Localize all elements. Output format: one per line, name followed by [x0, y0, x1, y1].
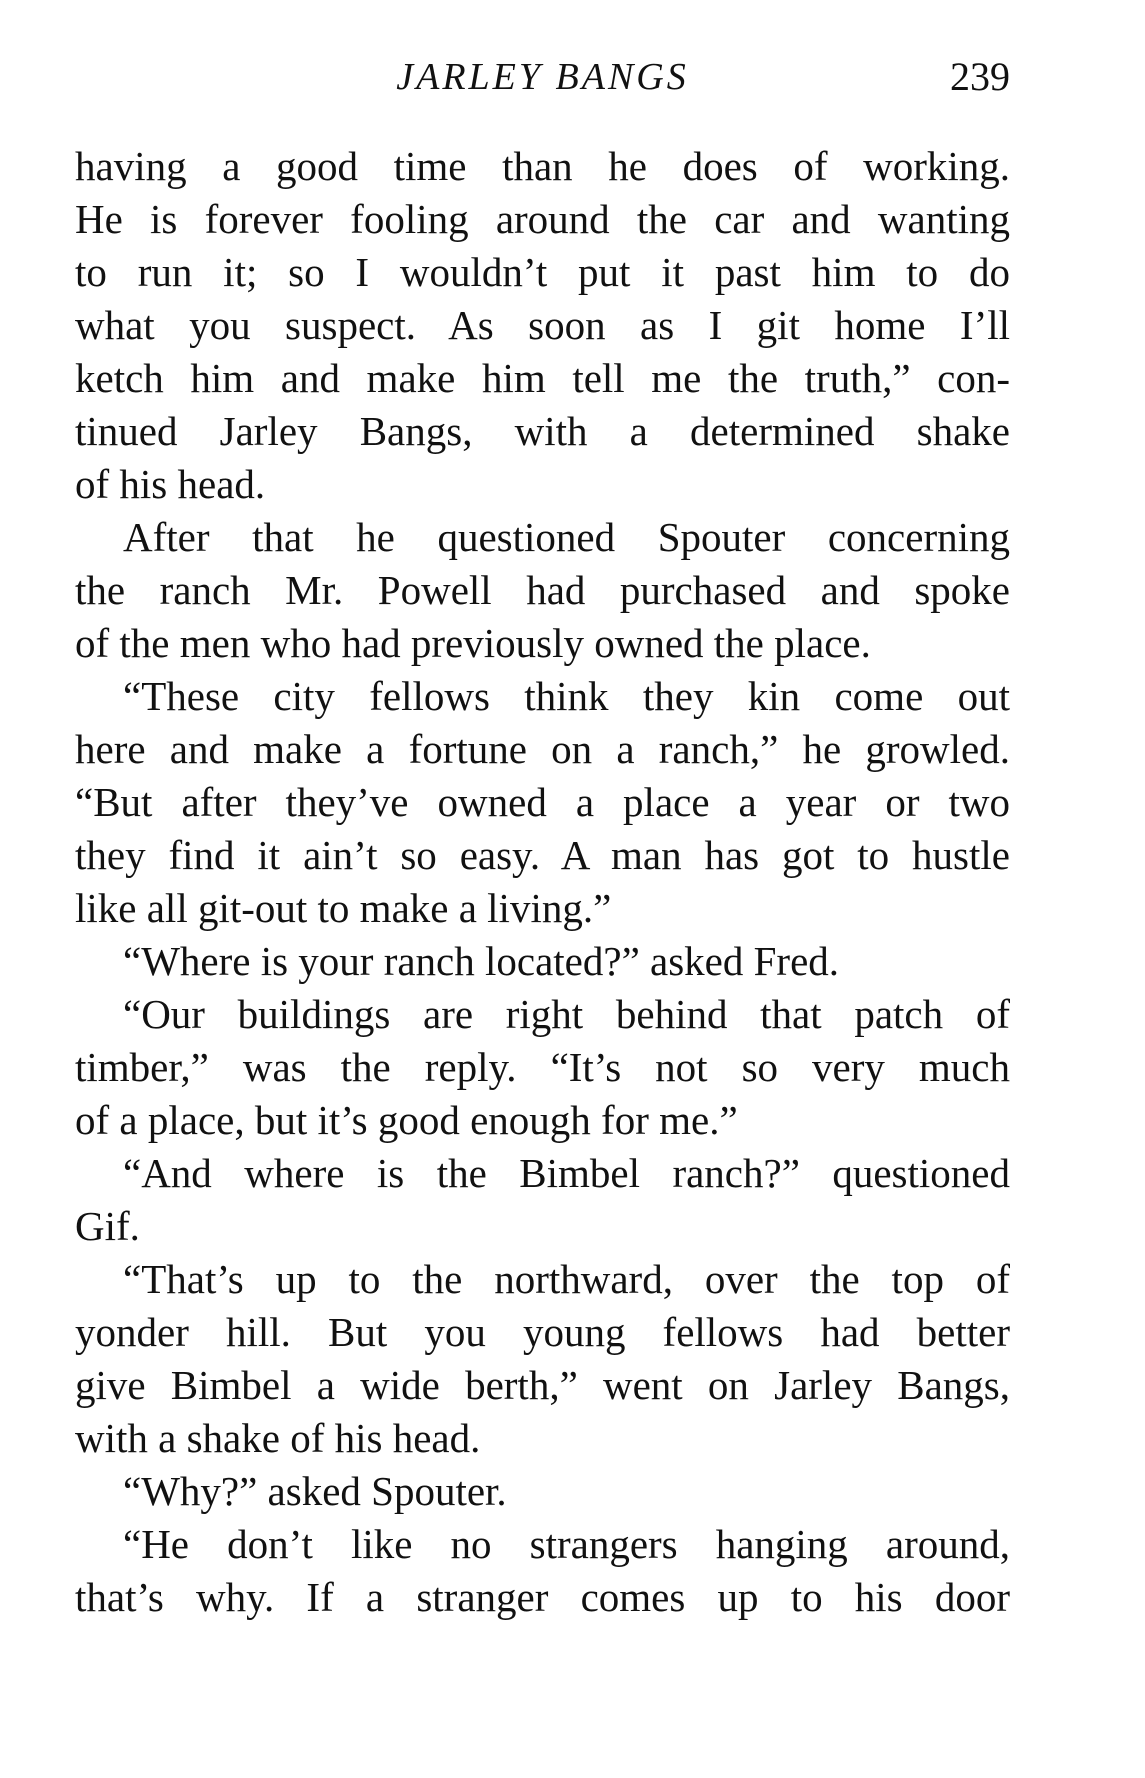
text-line: After that he questioned Spouter concerning: [123, 514, 1010, 560]
text-line: “But after they’ve owned a place a year or two: [75, 779, 1010, 825]
text-line: “These city fellows think they kin come out: [123, 673, 1010, 719]
text-line: “He don’t like no strangers hanging around,: [123, 1521, 1010, 1567]
text-line: of a place, but it’s good enough for me.”: [75, 1097, 738, 1143]
text-line: yonder hill. But you young fellows had better: [75, 1309, 1010, 1355]
text-line: “And where is the Bimbel ranch?” questioned: [123, 1150, 1010, 1196]
text-line: “Why?” asked Spouter.: [123, 1468, 507, 1514]
text-line: ketch him and make him tell me the truth,” con-: [75, 355, 1010, 401]
text-line: with a shake of his head.: [75, 1415, 481, 1461]
text-line: Gif.: [75, 1203, 140, 1249]
text-line: here and make a fortune on a ranch,” he growled.: [75, 726, 1010, 772]
text-line: having a good time than he does of working.: [75, 143, 1010, 189]
text-line: “Our buildings are right behind that patch of: [123, 991, 1010, 1037]
text-line: of his head.: [75, 461, 266, 507]
text-line: “Where is your ranch located?” asked Fred.: [123, 938, 840, 984]
text-line: “That’s up to the northward, over the top of: [123, 1256, 1010, 1302]
text-line: of the men who had previously owned the place.: [75, 620, 871, 666]
text-line: they find it ain’t so easy. A man has got to hustle: [75, 832, 1010, 878]
text-line: that’s why. If a stranger comes up to his door: [75, 1574, 1010, 1620]
body-text: [75, 140, 1010, 1624]
running-head: [75, 52, 1010, 102]
text-line: like all git-out to make a living.”: [75, 885, 612, 931]
page-number: 239: [950, 54, 1010, 99]
text-line: the ranch Mr. Powell had purchased and spoke: [75, 567, 1010, 613]
text-line: to run it; so I wouldn’t put it past him to do: [75, 249, 1010, 295]
running-title: JARLEY BANGS: [396, 56, 689, 98]
text-line: tinued Jarley Bangs, with a determined shake: [75, 408, 1010, 454]
text-line: what you suspect. As soon as I git home I’ll: [75, 302, 1010, 348]
text-line: He is forever fooling around the car and wanting: [75, 196, 1010, 242]
text-line: timber,” was the reply. “It’s not so very much: [75, 1044, 1010, 1090]
text-line: give Bimbel a wide berth,” went on Jarley Bangs,: [75, 1362, 1010, 1408]
